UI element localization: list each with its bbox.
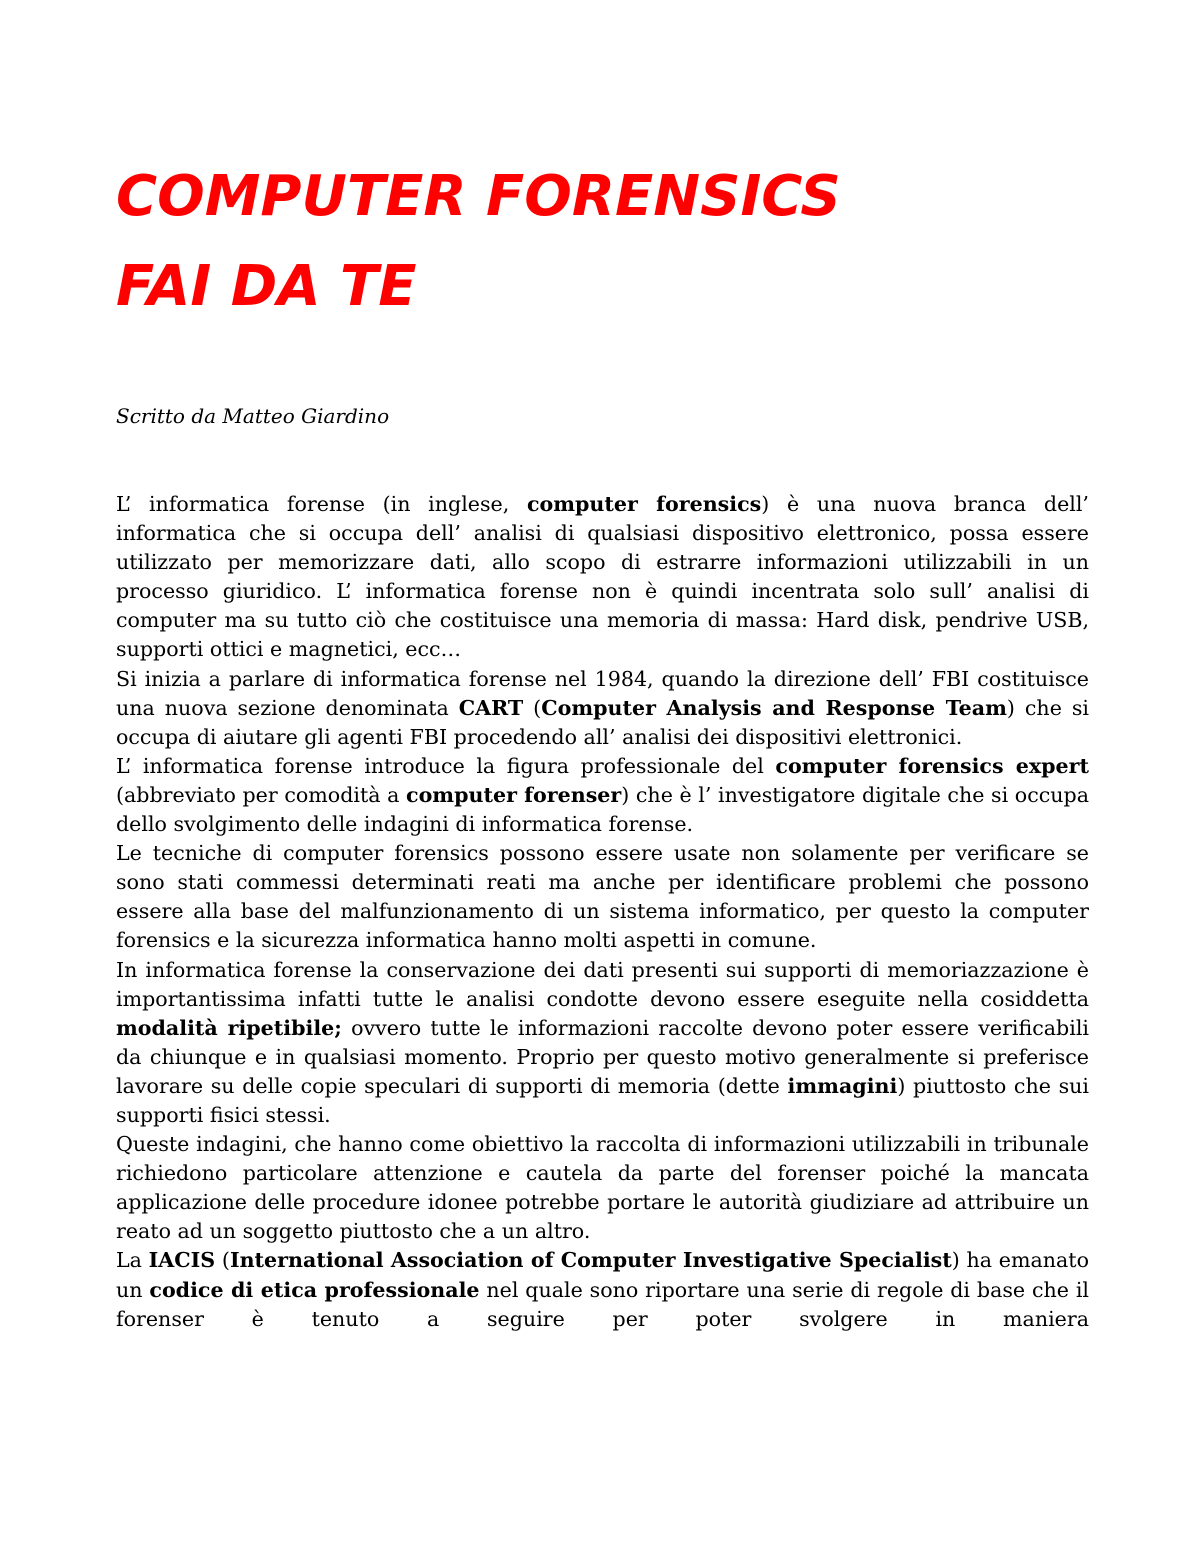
body-paragraph xyxy=(116,1246,1089,1333)
paragraph-text: ) che si occupa di aiutare gli agenti FBI procedendo all’ analisi dei dispositivi elettronici. xyxy=(116,695,1089,749)
paragraph-text: ( xyxy=(215,1248,230,1273)
paragraph-text: ) ha emanato un xyxy=(116,1248,1089,1302)
bold-term: computer forenser xyxy=(406,782,622,807)
title-line-2: FAI DA TE xyxy=(116,254,417,319)
title-line-1: COMPUTER FORENSICS xyxy=(116,164,841,229)
bold-term: Computer Analysis and Response Team xyxy=(541,695,1007,720)
paragraph-text: ) è una nuova branca dell’ informatica che si occupa dell’ analisi di qualsiasi dispositivo elettronico, possa essere utilizzato per memorizzare dati, allo scopo di estrarre informazioni utilizzabili in un processo giuridico. L’ informatica forense non è quindi incentrata solo sull’ analisi di computer ma su tutto ciò che costituisce una memoria di massa: Hard disk, pendrive USB, supporti ottici e magnetici, ecc… xyxy=(116,492,1089,662)
bold-term: computer forensics expert xyxy=(775,753,1090,778)
paragraph-text: Queste indagini, che hanno come obiettivo la raccolta di informazioni utilizzabili in tribunale richiedono particolare attenzione e cautela da parte del forenser poiché la mancata applicazione delle procedure idonee potrebbe portare le autorità giudiziare ad attribuire un reato ad un soggetto piuttosto che a un altro. xyxy=(116,1132,1089,1244)
paragraph-text: ) piuttosto che sui supporti fisici stessi. xyxy=(116,1073,1089,1127)
body-paragraph xyxy=(116,490,1089,665)
bold-term: codice di etica professionale xyxy=(149,1277,480,1302)
document-body xyxy=(116,490,1089,1334)
paragraph-text: In informatica forense la conservazione dei dati presenti sui supporti di memoriazzazione è importantissima infatti tutte le analisi condotte devono essere eseguite nella cosiddetta xyxy=(116,957,1089,1011)
body-paragraph xyxy=(116,1130,1089,1246)
bold-term: CART xyxy=(458,695,524,720)
paragraph-text: Le tecniche di computer forensics possono essere usate non solamente per verificare se sono stati commessi determinati reati ma anche per identificare problemi che possono essere alla base del malfunzionamento di un sistema informatico, per questo la computer forensics e la sicurezza informatica hanno molti aspetti in comune. xyxy=(116,841,1089,953)
body-paragraph xyxy=(116,956,1089,1131)
document-title xyxy=(116,152,841,332)
bold-term: computer forensics xyxy=(526,492,762,516)
bold-term: International Association of Computer Investigative Specialist xyxy=(229,1248,952,1273)
paragraph-text: nel quale sono riportare una serie di regole di base che il forenser è tenuto a seguire per poter svolgere in maniera xyxy=(116,1277,1089,1331)
bold-term: immagini xyxy=(787,1073,898,1098)
paragraph-text: La xyxy=(116,1248,149,1273)
paragraph-text: ( xyxy=(523,695,542,720)
paragraph-text: L’ informatica forense (in inglese, xyxy=(116,492,527,516)
paragraph-text: Si inizia a parlare di informatica forense nel 1984, quando la direzione dell’ FBI costituisce una nuova sezione denominata xyxy=(116,666,1089,720)
bold-term: modalità ripetibile; xyxy=(116,1015,342,1040)
paragraph-text: ) che è l’ investigatore digitale che si occupa dello svolgimento delle indagini di informatica forense. xyxy=(116,782,1089,837)
body-paragraph xyxy=(116,752,1089,839)
body-paragraph xyxy=(116,839,1089,955)
author-byline: Scritto da Matteo Giardino xyxy=(116,404,390,428)
paragraph-text: L’ informatica forense introduce la figura professionale del xyxy=(116,753,776,778)
paragraph-text: (abbreviato per comodità a xyxy=(116,782,407,807)
paragraph-text: ovvero tutte le informazioni raccolte devono poter essere verificabili da chiunque e in qualsiasi momento. Proprio per questo motivo generalmente si preferisce lavorare su delle copie speculari di supporti di memoria (dette xyxy=(116,1015,1089,1098)
bold-term: IACIS xyxy=(148,1248,216,1273)
body-paragraph xyxy=(116,665,1089,752)
